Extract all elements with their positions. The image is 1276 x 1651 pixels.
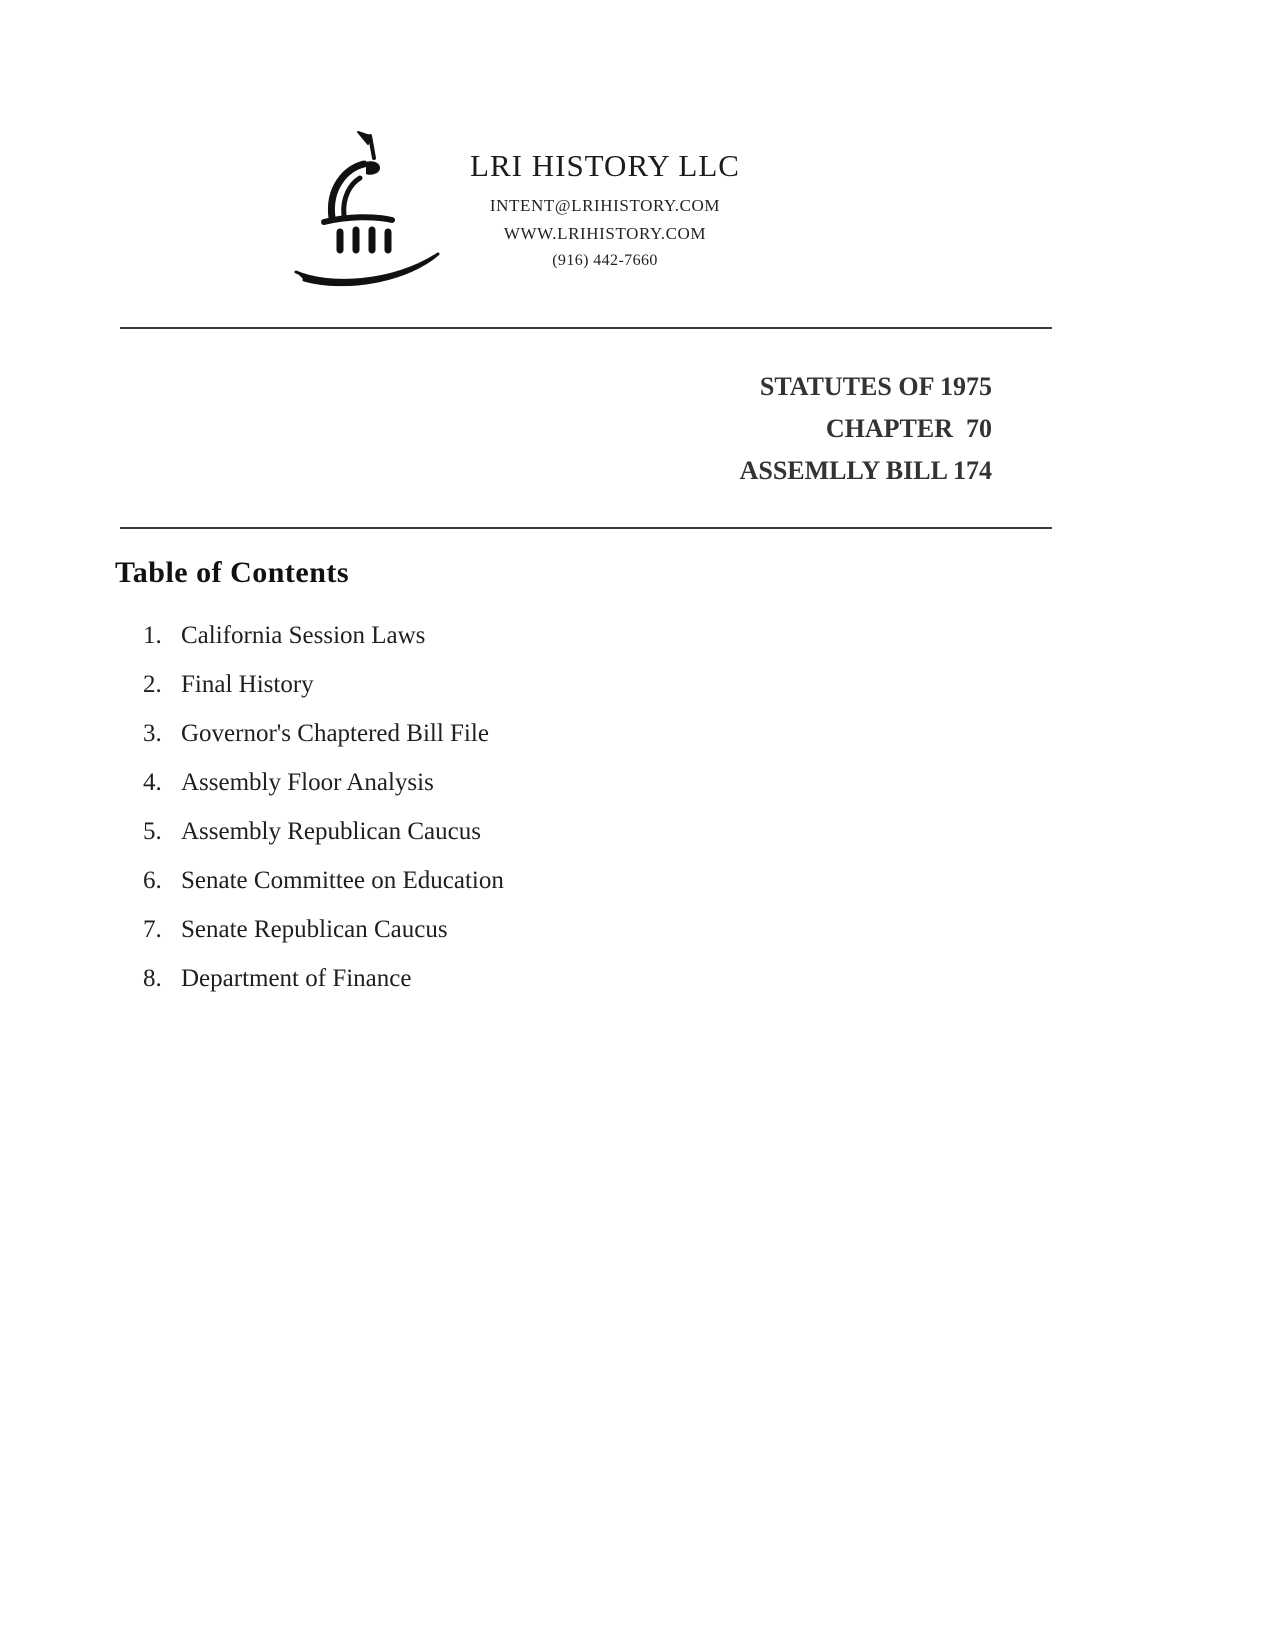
toc-item-label: Department of Finance bbox=[181, 965, 412, 992]
toc-item-label: Senate Republican Caucus bbox=[181, 916, 448, 943]
statute-title-block bbox=[120, 366, 992, 492]
toc-item bbox=[143, 965, 504, 993]
toc-item-number: 2. bbox=[143, 671, 162, 698]
toc-item-label: Senate Committee on Education bbox=[181, 867, 504, 894]
toc-item bbox=[143, 720, 504, 748]
company-email: INTENT@LRIHISTORY.COM bbox=[489, 196, 721, 215]
company-website: WWW.LRIHISTORY.COM bbox=[503, 224, 707, 243]
chapter-number: CHAPTER 70 bbox=[825, 414, 992, 444]
capitol-building-icon bbox=[288, 122, 448, 292]
toc-item-number: 8. bbox=[143, 965, 162, 992]
toc-item-label: Final History bbox=[181, 671, 314, 698]
statutes-year: STATUTES OF 1975 bbox=[759, 372, 992, 401]
toc-item-number: 1. bbox=[143, 622, 162, 649]
toc-item bbox=[143, 818, 504, 846]
divider-top bbox=[120, 327, 1052, 329]
toc-heading: Table of Contents bbox=[115, 556, 350, 589]
company-name: LRI HISTORY LLC bbox=[470, 148, 740, 183]
assembly-bill-number: ASSEMLLY BILL 174 bbox=[739, 456, 992, 486]
toc-item-label: Assembly Floor Analysis bbox=[181, 769, 434, 796]
toc-item-number: 5. bbox=[143, 818, 162, 845]
toc-list bbox=[143, 622, 504, 1014]
toc-item bbox=[143, 867, 504, 895]
toc-item-number: 7. bbox=[143, 916, 162, 943]
toc-item-label: Assembly Republican Caucus bbox=[181, 818, 481, 845]
toc-item-number: 3. bbox=[143, 720, 162, 747]
divider-bottom bbox=[120, 527, 1052, 529]
toc-item-label: California Session Laws bbox=[181, 622, 426, 649]
toc-item bbox=[143, 769, 504, 797]
toc-item-number: 4. bbox=[143, 769, 162, 796]
company-phone: (916) 442-7660 bbox=[552, 252, 658, 269]
toc-item bbox=[143, 622, 504, 650]
toc-item bbox=[143, 916, 504, 944]
letterhead bbox=[440, 148, 770, 270]
toc-item-number: 6. bbox=[143, 867, 162, 894]
toc-item-label: Governor's Chaptered Bill File bbox=[181, 720, 489, 747]
toc-item bbox=[143, 671, 504, 699]
